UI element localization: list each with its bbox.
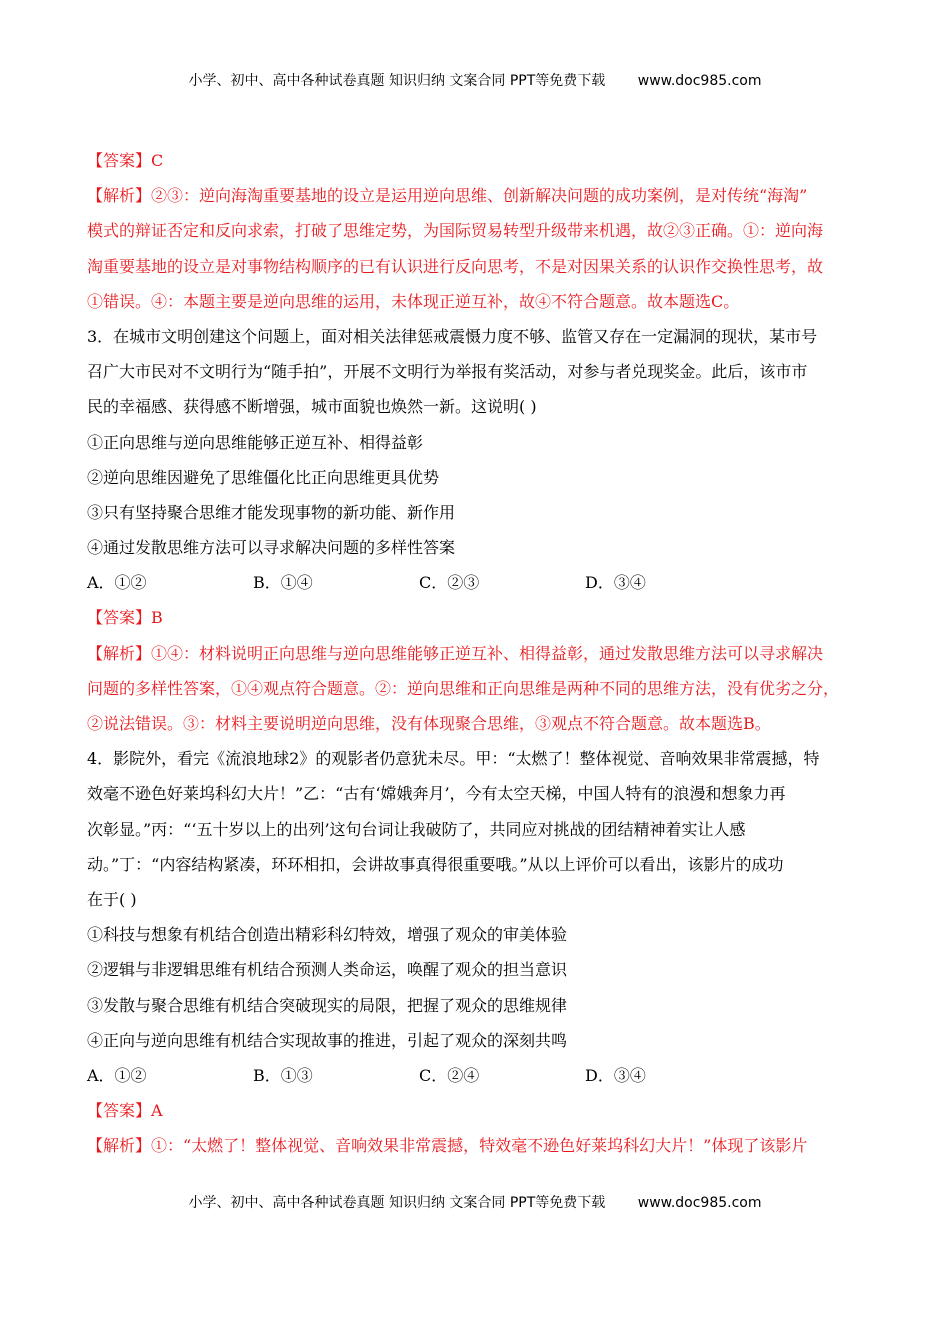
analysis-line: 淘重要基地的设立是对事物结构顺序的已有认识进行反向思考，不是对因果关系的认识作交换性思考，故 [87, 256, 824, 276]
question-line: ②逆向思维因避免了思维僵化比正向思维更具优势 [87, 467, 440, 487]
options-row [87, 565, 872, 600]
footer-text: 小学、初中、高中各种试卷真题 知识归纳 文案合同 PPT等免费下载 [188, 1195, 606, 1211]
analysis-line: 【解析】①④：材料说明正向思维与逆向思维能够正逆互补、相得益彰，通过发散思维方法可以寻求解决 [87, 643, 824, 663]
question-line: 效毫不逊色好莱坞科幻大片！”乙：“古有‘嫦娥奔月’，今有太空天梯，中国人特有的浪漫和想象力再 [87, 784, 786, 804]
question-line: ①正向思维与逆向思维能够正逆互补、相得益彰 [87, 432, 424, 452]
question-line: ④通过发散思维方法可以寻求解决问题的多样性答案 [87, 538, 456, 558]
question-block [87, 319, 872, 601]
analysis-line: 【解析】①：“太燃了！整体视觉、音响效果非常震撼，特效毫不逊色好莱坞科幻大片！”体现了该影片 [87, 1136, 808, 1156]
question-block [87, 741, 872, 1093]
question-line: 召广大市民对不文明行为“随手拍”，开展不文明行为举报有奖活动，对参与者兑现奖金。此后，该市市 [87, 362, 808, 382]
analysis-line: ①错误。④：本题主要是逆向思维的运用，未体现正逆互补，故④不符合题意。故本题选C。 [87, 291, 740, 311]
question-line: 次彰显。”丙：“‘五十岁以上的出列’这句台词让我破防了，共同应对挑战的团结精神着实让人感 [87, 819, 746, 839]
analysis-block [87, 178, 872, 319]
option-b[interactable]: B．①④ [253, 573, 313, 593]
question-line: ③只有坚持聚合思维才能发现事物的新功能、新作用 [87, 502, 456, 522]
question-line: ②逻辑与非逻辑思维有机结合预测人类命运，唤醒了观众的担当意识 [87, 960, 568, 980]
question-line: 在于( ) [87, 889, 137, 909]
option-d[interactable]: D．③④ [585, 573, 646, 593]
option-a[interactable]: A．①② [87, 573, 147, 593]
footer-url[interactable]: www.doc985.com [637, 1195, 762, 1211]
analysis-block [87, 636, 872, 742]
header-text: 小学、初中、高中各种试卷真题 知识归纳 文案合同 PPT等免费下载 [188, 73, 606, 89]
question-line: ①科技与想象有机结合创造出精彩科幻特效，增强了观众的审美体验 [87, 925, 568, 945]
question-line: 3．在城市文明创建这个问题上，面对相关法律惩戒震慑力度不够、监管又存在一定漏洞的现状，某市号 [87, 326, 818, 346]
answer-block [87, 600, 872, 635]
answer-line: 【答案】A [87, 1101, 163, 1121]
question-line: ④正向与逆向思维有机结合实现故事的推进，引起了观众的深刻共鸣 [87, 1030, 568, 1050]
analysis-line: 问题的多样性答案，①④观点符合题意。②：逆向思维和正向思维是两种不同的思维方法，没有优劣之分， [87, 678, 840, 698]
analysis-line: 【解析】②③：逆向海淘重要基地的设立是运用逆向思维、创新解决问题的成功案例，是对传统“海淘” [87, 186, 808, 206]
answer-line: 【答案】C [87, 151, 164, 170]
header-url[interactable]: www.doc985.com [637, 73, 762, 89]
question-line: 民的幸福感、获得感不断增强，城市面貌也焕然一新。这说明( ) [87, 397, 537, 417]
option-b[interactable]: B．①③ [253, 1065, 313, 1085]
page-header [0, 70, 950, 90]
option-c[interactable]: C．②③ [419, 573, 480, 593]
analysis-line: 模式的辩证否定和反向求索，打破了思维定势，为国际贸易转型升级带来机遇，故②③正确。①：逆向海 [87, 221, 824, 241]
page-footer [0, 1192, 950, 1212]
answer-block [87, 143, 872, 178]
question-line: 动。”丁：“内容结构紧凑，环环相扣，会讲故事真得很重要哦。”从以上评价可以看出，该影片的成功 [87, 854, 784, 874]
analysis-line: ②说法错误。③：材料主要说明逆向思维，没有体现聚合思维，③观点不符合题意。故本题选B。 [87, 714, 771, 733]
option-c[interactable]: C．②④ [419, 1065, 480, 1085]
answer-line: 【答案】B [87, 608, 163, 628]
option-d[interactable]: D．③④ [585, 1065, 646, 1085]
options-row [87, 1058, 872, 1093]
question-line: 4．影院外，看完《流浪地球2》的观影者仍意犹未尽。甲：“太燃了！整体视觉、音响效果非常震撼，特 [87, 749, 820, 769]
question-line: ③发散与聚合思维有机结合突破现实的局限，把握了观众的思维规律 [87, 995, 568, 1015]
document-body [87, 143, 872, 1163]
answer-block [87, 1093, 872, 1128]
analysis-block [87, 1128, 872, 1163]
option-a[interactable]: A．①② [87, 1065, 147, 1085]
